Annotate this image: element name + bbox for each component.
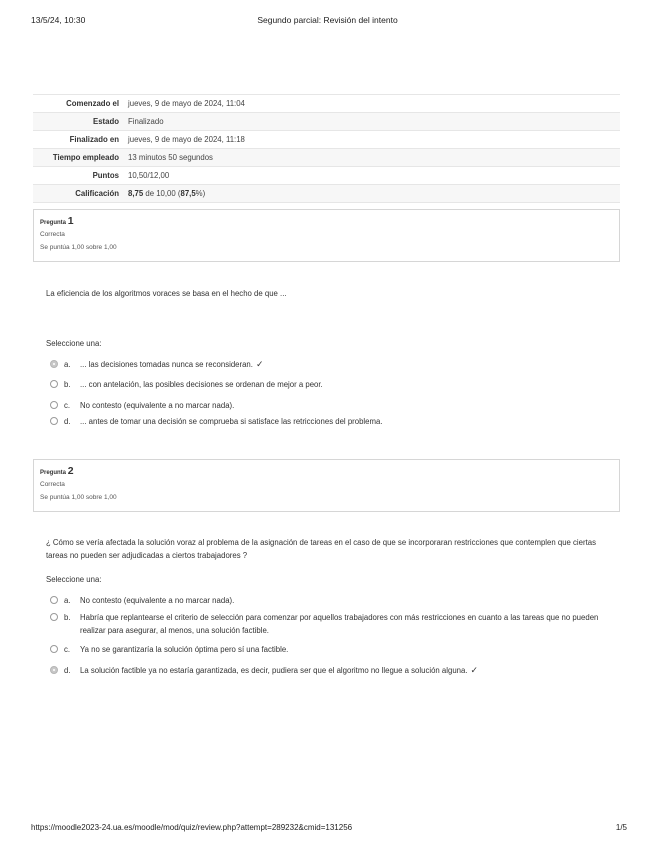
option-letter: c. <box>64 401 71 410</box>
answer-prompt: Seleccione una: <box>46 339 102 348</box>
question-number <box>40 215 613 228</box>
answer-option[interactable] <box>50 664 615 677</box>
summary-row-started <box>33 95 620 113</box>
option-letter: b. <box>64 613 71 622</box>
question-state: Correcta <box>40 481 65 488</box>
summary-label: Finalizado en <box>69 135 119 144</box>
summary-label: Tiempo empleado <box>52 153 119 162</box>
radio-selected-icon[interactable] <box>50 360 58 368</box>
option-letter: d. <box>64 666 71 675</box>
summary-row-grade <box>33 185 620 203</box>
print-url: https://moodle2023-24.ua.es/moodle/mod/quiz/review.php?attempt=289232&cmid=131256 <box>31 823 353 832</box>
question-grade: Se puntúa 1,00 sobre 1,00 <box>40 494 117 501</box>
question-number <box>40 465 613 478</box>
question-info-box <box>33 459 620 512</box>
option-text: Habría que replantearse el criterio de selección para comenzar por aquellos trabajadores con más restricciones en cuanto a las tareas que no pueden realizar para asegurar, al menos, una solución factible. <box>80 613 599 635</box>
attempt-summary-table <box>33 94 620 203</box>
option-text: ... las decisiones tomadas nunca se reconsideran. <box>80 360 253 369</box>
radio-icon[interactable] <box>50 401 58 409</box>
answer-option[interactable] <box>50 358 615 371</box>
radio-icon[interactable] <box>50 613 58 621</box>
summary-row-state <box>33 113 620 131</box>
option-text: Ya no se garantizaría la solución óptima pero sí una factible. <box>80 645 289 654</box>
correct-check-icon: ✓ <box>470 665 479 675</box>
question-text: La eficiencia de los algoritmos voraces se basa en el hecho de que ... <box>46 289 287 298</box>
radio-icon[interactable] <box>50 596 58 604</box>
option-text: No contesto (equivalente a no marcar nada). <box>80 401 235 410</box>
question-state: Correcta <box>40 231 65 238</box>
summary-label: Estado <box>93 117 119 126</box>
summary-label: Calificación <box>75 189 119 198</box>
summary-value: 10,50/12,00 <box>128 171 170 180</box>
summary-row-finished <box>33 131 620 149</box>
grade-score: 8,75 <box>128 189 144 198</box>
summary-label: Puntos <box>92 171 119 180</box>
grade-out-of: de 10,00 ( <box>145 189 181 198</box>
radio-icon[interactable] <box>50 645 58 653</box>
answer-option[interactable] <box>50 611 615 637</box>
summary-row-time-taken <box>33 149 620 167</box>
answer-option[interactable] <box>50 378 615 391</box>
summary-value: Finalizado <box>128 117 164 126</box>
answer-prompt: Seleccione una: <box>46 575 102 584</box>
option-text: ... con antelación, las posibles decisiones se ordenan de mejor a peor. <box>80 380 323 389</box>
answer-option[interactable] <box>50 415 615 428</box>
grade-percent: 87,5 <box>180 189 196 198</box>
grade-suffix: %) <box>195 189 206 198</box>
summary-value: jueves, 9 de mayo de 2024, 11:04 <box>128 99 245 108</box>
question-prefix: Pregunta <box>40 470 67 476</box>
summary-value: jueves, 9 de mayo de 2024, 11:18 <box>128 135 245 144</box>
option-letter: a. <box>64 596 71 605</box>
answer-option[interactable] <box>50 399 615 412</box>
answer-option[interactable] <box>50 643 615 656</box>
page-number: 1/5 <box>615 823 627 832</box>
option-text: La solución factible ya no estaría garantizada, es decir, pudiera ser que el algoritmo no llegue a solución alguna. <box>80 666 468 675</box>
summary-label: Comenzado el <box>66 99 119 108</box>
question-number-value: 1 <box>67 215 74 227</box>
correct-check-icon: ✓ <box>255 359 264 369</box>
question-text: ¿ Cómo se vería afectada la solución voraz al problema de la asignación de tareas en el caso de que se incorporaran restricciones que contemplen que ciertas tareas no pueden ser adjudicadas a ciertos trabajadores ? <box>46 538 596 560</box>
option-letter: b. <box>64 380 71 389</box>
option-letter: a. <box>64 360 71 369</box>
question-prefix: Pregunta <box>40 220 67 226</box>
answer-option[interactable] <box>50 594 615 607</box>
print-title: Segundo parcial: Revisión del intento <box>257 15 398 25</box>
option-text: No contesto (equivalente a no marcar nada). <box>80 596 235 605</box>
question-info-box <box>33 209 620 262</box>
option-text: ... antes de tomar una decisión se comprueba si satisface las retricciones del problema. <box>80 417 383 426</box>
option-letter: d. <box>64 417 71 426</box>
radio-icon[interactable] <box>50 417 58 425</box>
radio-selected-icon[interactable] <box>50 666 58 674</box>
question-grade: Se puntúa 1,00 sobre 1,00 <box>40 244 117 251</box>
summary-row-marks <box>33 167 620 185</box>
print-date: 13/5/24, 10:30 <box>31 15 86 25</box>
summary-value: 13 minutos 50 segundos <box>128 153 213 162</box>
summary-value <box>124 185 620 203</box>
question-number-value: 2 <box>67 465 74 477</box>
radio-icon[interactable] <box>50 380 58 388</box>
option-letter: c. <box>64 645 71 654</box>
